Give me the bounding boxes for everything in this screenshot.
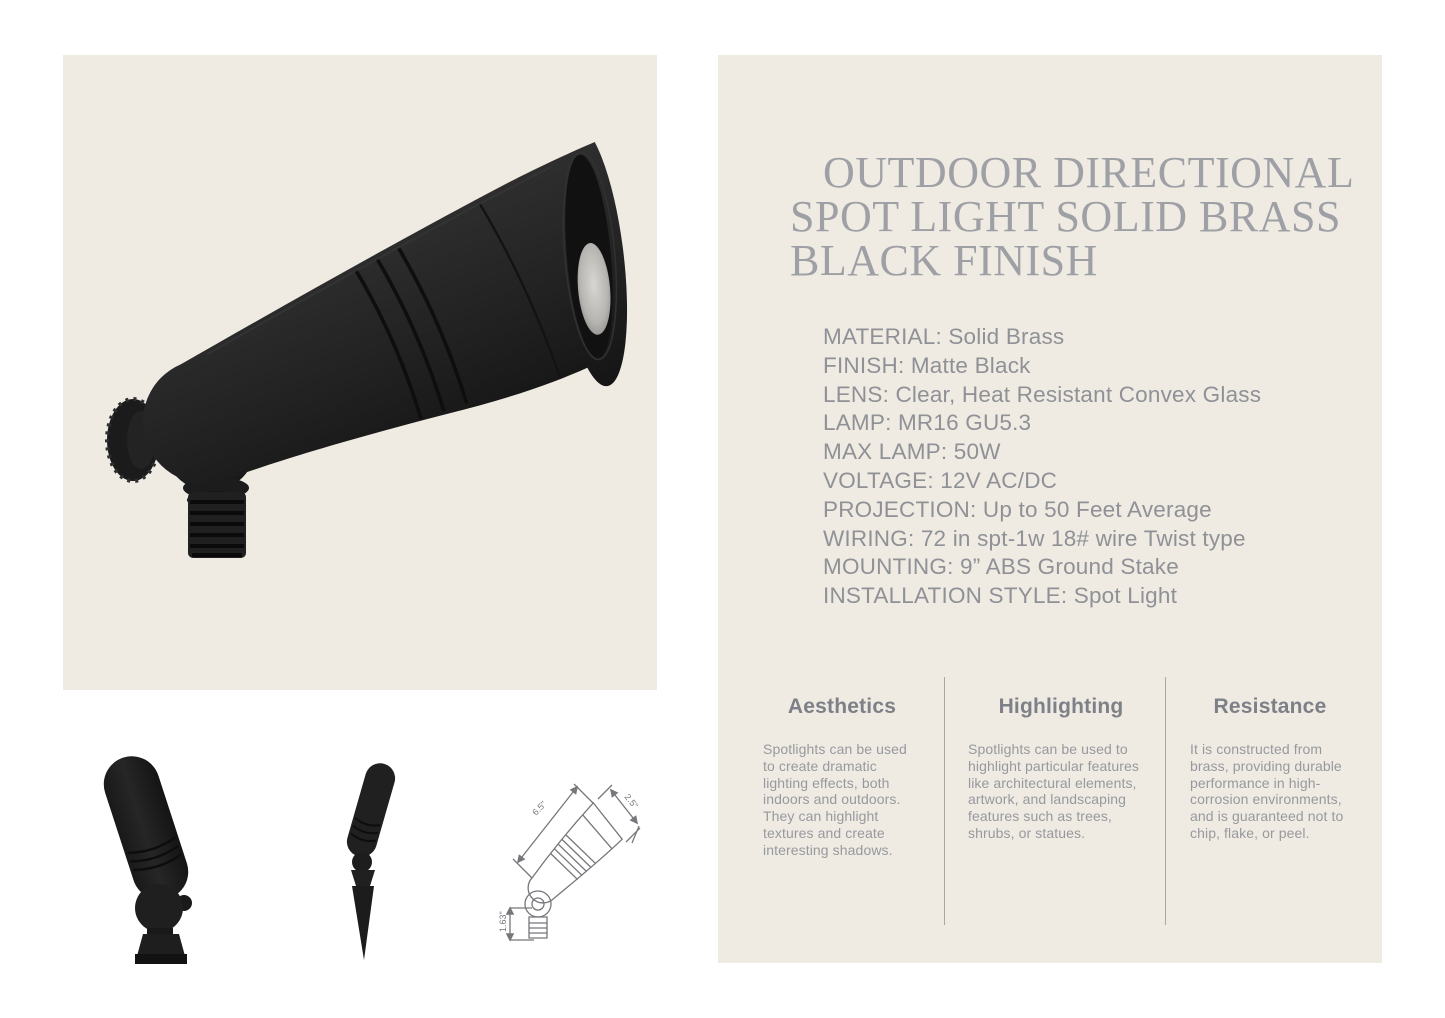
column-divider xyxy=(944,677,945,925)
spotlight-stake-view-photo xyxy=(340,762,402,964)
spec-list xyxy=(823,323,1261,611)
column-divider xyxy=(1165,677,1166,925)
feature-highlighting-body: Spotlights can be used to highlight particular features like architectural elements, artwork, and landscaping features such as trees, shrubs, or statues. xyxy=(968,741,1139,841)
spec-lamp: LAMP: MR16 GU5.3 xyxy=(823,410,1032,436)
feature-aesthetics xyxy=(763,675,921,859)
dimension-width-label: 2.5" xyxy=(622,791,641,811)
feature-columns xyxy=(718,675,1382,925)
product-title-line-3: BLACK FINISH xyxy=(790,236,1098,285)
spec-finish: FINISH: Matte Black xyxy=(823,352,1031,378)
feature-aesthetics-body: Spotlights can be used to create dramatic lighting effects, both indoors and outdoors. They can highlight textures and create interesting shadows. xyxy=(763,741,907,858)
feature-aesthetics-heading: Aesthetics xyxy=(787,695,897,718)
spec-voltage: VOLTAGE: 12V AC/DC xyxy=(823,467,1058,493)
feature-resistance-body: It is constructed from brass, providing durable performance in high-corrosion environments, and is guaranteed not to chip, flake, or peel. xyxy=(1190,741,1344,841)
product-title xyxy=(790,148,1360,285)
product-info-panel xyxy=(718,55,1382,963)
feature-resistance-heading: Resistance xyxy=(1213,695,1327,718)
product-image-panel xyxy=(63,55,657,690)
feature-highlighting xyxy=(968,675,1154,842)
dimension-length-label: 6.5" xyxy=(530,799,549,818)
spec-max-lamp: MAX LAMP: 50W xyxy=(823,439,1001,465)
product-title-line-2: SPOT LIGHT SOLID BRASS xyxy=(790,192,1341,241)
spec-mounting: MOUNTING: 9” ABS Ground Stake xyxy=(823,554,1179,580)
product-title-line-1: OUTDOOR DIRECTIONAL xyxy=(823,148,1355,197)
spec-material: MATERIAL: Solid Brass xyxy=(823,324,1065,349)
spec-wiring: WIRING: 72 in spt-1w 18# wire Twist type xyxy=(823,525,1246,551)
ground-stake xyxy=(352,886,374,960)
feature-resistance xyxy=(1190,675,1350,842)
feature-highlighting-heading: Highlighting xyxy=(998,695,1124,718)
spec-projection: PROJECTION: Up to 50 Feet Average xyxy=(823,496,1212,522)
threaded-stem xyxy=(183,477,249,558)
spotlight-rear-view-photo xyxy=(100,750,192,965)
spec-installation-style: INSTALLATION STYLE: Spot Light xyxy=(823,583,1178,609)
spotlight-body xyxy=(105,140,648,560)
spec-lens: LENS: Clear, Heat Resistant Convex Glass xyxy=(823,381,1262,407)
spotlight-dimension-drawing xyxy=(498,762,680,964)
spotlight-main-photo xyxy=(88,140,648,560)
dimension-height-label: 1.63" xyxy=(498,911,508,932)
